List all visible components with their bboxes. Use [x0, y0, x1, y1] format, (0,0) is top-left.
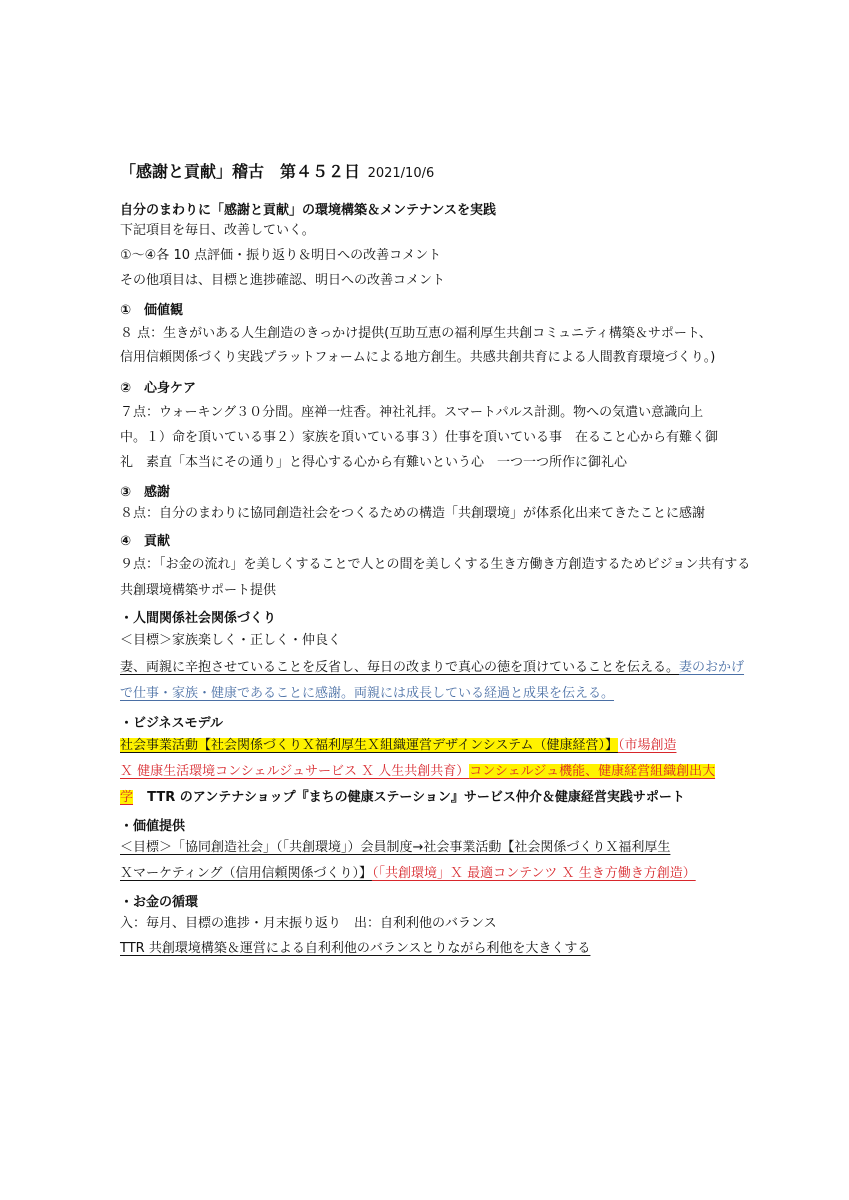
business-text-part: 社会事業活動【社会関係づくりＸ福利厚生Ｘ組織運営デザインシステム（健康経営）】: [120, 738, 618, 753]
values-text: 信用信頼関係づくり実践プラットフォームによる地方創生。共感共創共育による人間教育環境づくり。): [120, 350, 716, 365]
section-heading-relations: ・人間関係社会関係づくり: [120, 611, 277, 626]
page-title: [120, 159, 434, 182]
money-text: 入：毎月、目標の進捗・月末振り返り 出：自利利他のバランス: [120, 916, 497, 931]
intro-line: ①～④各 10 点評価・振り返り＆明日への改善コメント: [120, 248, 442, 263]
section-heading-care: ② 心身ケア: [120, 381, 197, 396]
care-text: 礼 素直「本当にその通り」と得心する心から有難いという心 一つ一つ所作に御礼心: [120, 455, 628, 470]
business-text-part: Ｘ 健康生活環境コンシェルジュサービス Ｘ 人生共創共育）: [120, 764, 470, 779]
intro-line: その他項目は、目標と進捗確認、明日への改善コメント: [120, 273, 446, 288]
business-text-part: コンシェルジュ機能、健康経営組織創出大: [469, 764, 716, 779]
money-text: [120, 941, 590, 957]
section-heading-thanks: ③ 感謝: [120, 485, 171, 500]
section-heading-values: ① 価値観: [120, 303, 184, 318]
value-offer-text: [120, 866, 696, 882]
relations-text: [120, 660, 744, 676]
section-heading-business: ・ビジネスモデル: [120, 716, 223, 731]
contrib-text: ９点：「お金の流れ」を美しくすることで人との間を美しくする生き方働き方創造するためビジョン共有する: [120, 557, 751, 572]
intro-headline: 自分のまわりに「感謝と貢献」の環境構築＆メンテナンスを実践: [120, 203, 496, 218]
section-heading-money: ・お金の循環: [120, 895, 199, 910]
business-text-part: 学: [120, 790, 134, 805]
care-text: 中。１）命を頂いている事２）家族を頂いている事３）仕事を頂いている事 在ること心から有難く御: [120, 430, 719, 445]
value-offer-text-part: （「共創環境」Ｘ 最適コンテンツ Ｘ 生き方働き方創造）: [371, 866, 696, 881]
business-text: [120, 790, 685, 806]
thanks-text: ８点：自分のまわりに協同創造社会をつくるための構造「共創環境」が体系化出来てきたことに感謝: [120, 506, 706, 521]
title-text: 「感謝と貢献」稽古 第４５２日: [120, 162, 361, 181]
value-offer-text-part: Ｘマーケティング（信用信頼関係づくり）】: [120, 866, 372, 881]
business-text-part: （市場創造: [617, 738, 677, 753]
business-text: [120, 764, 715, 780]
relations-text-part: 妻のおかげ: [679, 660, 745, 675]
care-text: ７点：ウォーキング３０分間。座禅一炷香。神社礼拝。スマートパルス計測。物への気遣い意識向上: [120, 405, 704, 420]
contrib-text: 共創環境構築サポート提供: [120, 583, 277, 598]
relations-text-part: 妻、両親に辛抱させていることを反省し、毎日の改まりで真心の徳を頂けていることを伝える。: [120, 660, 680, 675]
money-text-part: TTR 共創環境構築＆運営による自利利他のバランスとりながら利他を大きくする: [120, 941, 591, 956]
business-text-part: TTR のアンテナショップ『まちの健康ステーション』サービス仲介＆健康経営実践サポート: [147, 790, 685, 805]
section-heading-contrib: ④ 貢献: [120, 534, 171, 549]
section-heading-value-offer: ・価値提供: [120, 819, 186, 834]
business-text: [120, 738, 676, 754]
value-offer-text-part: ＜目標＞「協同創造社会」（「共創環境」）会員制度→社会事業活動【社会関係づくりＸ福利厚生: [120, 840, 671, 855]
values-text: ８ 点：生きがいある人生創造のきっかけ提供(互助互恵の福利厚生共創コミュニティ構築＆サポート、: [120, 326, 712, 341]
intro-line: 下記項目を毎日、改善していく。: [120, 223, 315, 238]
relations-goal: ＜目標＞家族楽しく・正しく・仲良く: [120, 633, 342, 648]
value-offer-text: [120, 840, 670, 856]
relations-text: [120, 686, 614, 702]
title-date: 2021/10/6: [367, 166, 435, 181]
relations-text-part: で仕事・家族・健康であることに感謝。両親には成長している経過と成果を伝える。: [120, 686, 615, 701]
